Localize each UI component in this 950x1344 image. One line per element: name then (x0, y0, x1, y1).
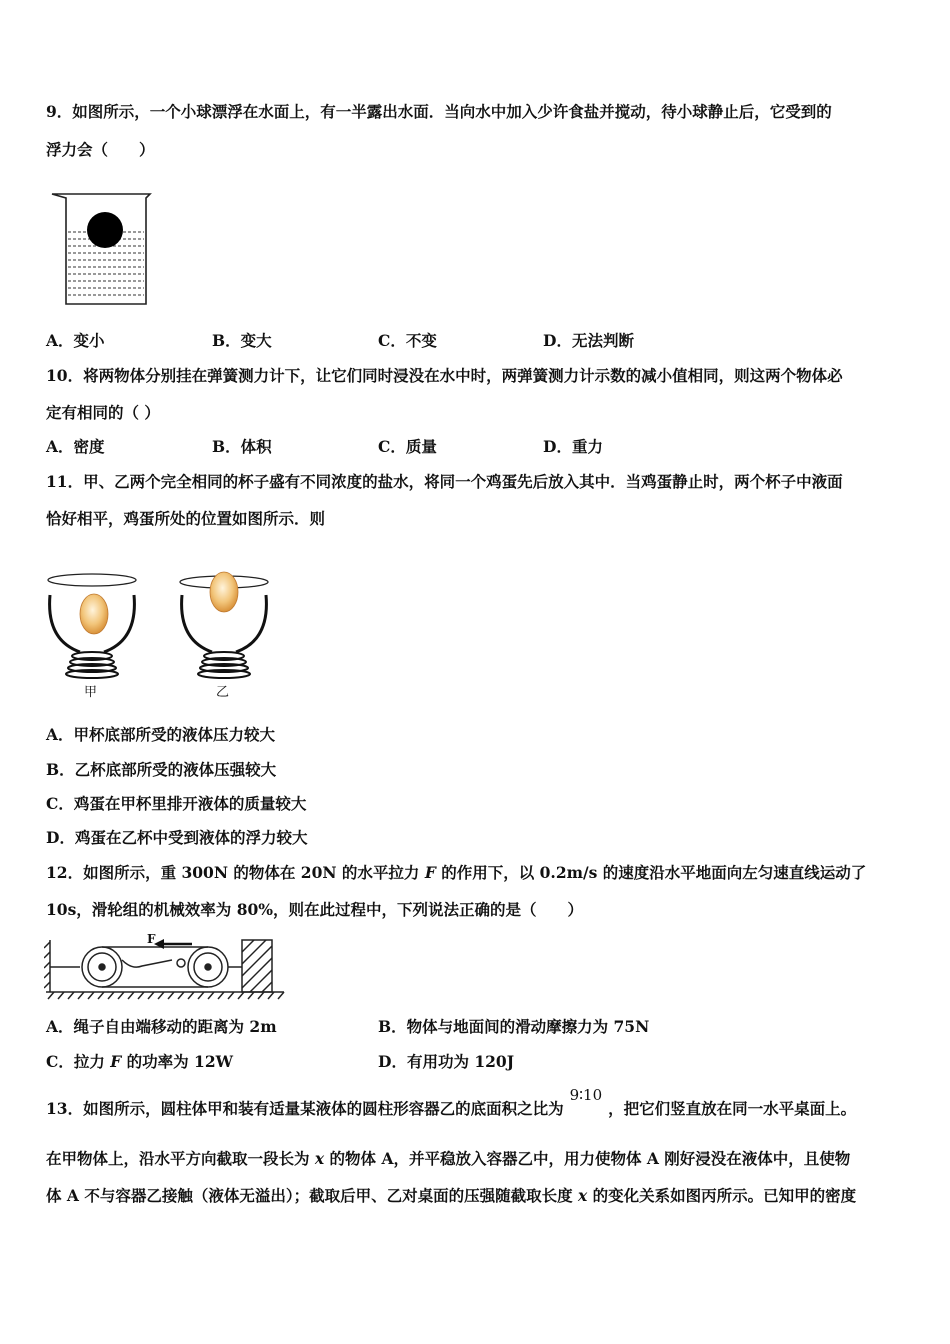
q12-pulley-figure (44, 930, 290, 1000)
q11-option-c: C．鸡蛋在甲杯里排开液体的质量较大 (46, 794, 307, 813)
q11-egg-yi (210, 572, 238, 612)
q11-option-a: A．甲杯底部所受的液体压力较大 (46, 725, 276, 744)
q11-stem-line1: 11．甲、乙两个完全相同的杯子盛有不同浓度的盐水，将同一个鸡蛋先后放入其中．当鸡蛋静止时，两个杯子中液面 (46, 472, 843, 491)
q11-egg-jia (80, 594, 108, 634)
q10-option-c: C．质量 (378, 437, 437, 456)
q12-stem-line1: 12．如图所示，重 300N 的物体在 20N 的水平拉力 F 的作用下，以 0.2m/s 的速度沿水平地面向左匀速直线运动了 (46, 863, 867, 882)
q13-stem-line1: 13．如图所示，圆柱体甲和装有适量某液体的圆柱形容器乙的底面积之比为9∶10，把它们竖直放在同一水平桌面上。 (46, 1086, 857, 1118)
q9-stem-line1: 9．如图所示，一个小球漂浮在水面上，有一半露出水面．当向水中加入少许食盐并搅动，待小球静止后，它受到的 (46, 102, 832, 121)
q11-cup-label-yi: 乙 (216, 685, 230, 700)
q9-option-d: D．无法判断 (543, 331, 634, 350)
q11-cups-figure (44, 560, 284, 705)
q11-option-b: B．乙杯底部所受的液体压强较大 (46, 760, 277, 779)
q9-option-c: C．不变 (378, 331, 437, 350)
q13-stem-line2: 在甲物体上，沿水平方向截取一段长为 x 的物体 A，并平稳放入容器乙中，用力使物体 A 刚好浸没在液体中，且使物 (46, 1149, 851, 1168)
q12-option-d: D．有用功为 120J (378, 1052, 515, 1071)
q13-stem-line3: 体 A 不与容器乙接触（液体无溢出）；截取后甲、乙对桌面的压强随截取长度 x 的变化关系如图丙所示。已知甲的密度 (46, 1186, 857, 1205)
q12-option-b: B．物体与地面间的滑动摩擦力为 75N (378, 1017, 650, 1036)
q11-cup-jia (48, 574, 136, 678)
q9-stem-line2: 浮力会（ ） (46, 140, 155, 159)
q9-option-a: A．变小 (46, 331, 105, 350)
q9-beaker-figure (50, 190, 160, 310)
q12-option-a: A．绳子自由端移动的距离为 2m (46, 1017, 277, 1036)
q10-stem-line1: 10．将两物体分别挂在弹簧测力计下，让它们同时浸没在水中时，两弹簧测力计示数的减小值相同，则这两个物体必 (46, 366, 843, 385)
q12-var-f: F (424, 863, 436, 882)
q11-stem-line2: 恰好相平，鸡蛋所处的位置如图所示．则 (46, 509, 326, 528)
q9-ball (87, 212, 123, 248)
q11-cup-yi (180, 572, 268, 678)
q12-force-label: F (147, 932, 156, 946)
q11-cup-label-jia: 甲 (84, 685, 98, 700)
q12-option-c: C．拉力 F 的功率为 12W (46, 1052, 234, 1071)
q10-option-d: D．重力 (543, 437, 603, 456)
q10-stem-line2: 定有相同的（ ） (46, 403, 160, 422)
q10-option-b: B．体积 (212, 437, 272, 456)
q9-option-b: B．变大 (212, 331, 272, 350)
q11-option-d: D．鸡蛋在乙杯中受到液体的浮力较大 (46, 828, 308, 847)
q10-option-a: A．密度 (46, 437, 105, 456)
q13-ratio: 9∶10 (569, 1086, 603, 1104)
q12-stem-line2: 10s，滑轮组的机械效率为 80%，则在此过程中，下列说法正确的是（ ） (46, 900, 583, 919)
